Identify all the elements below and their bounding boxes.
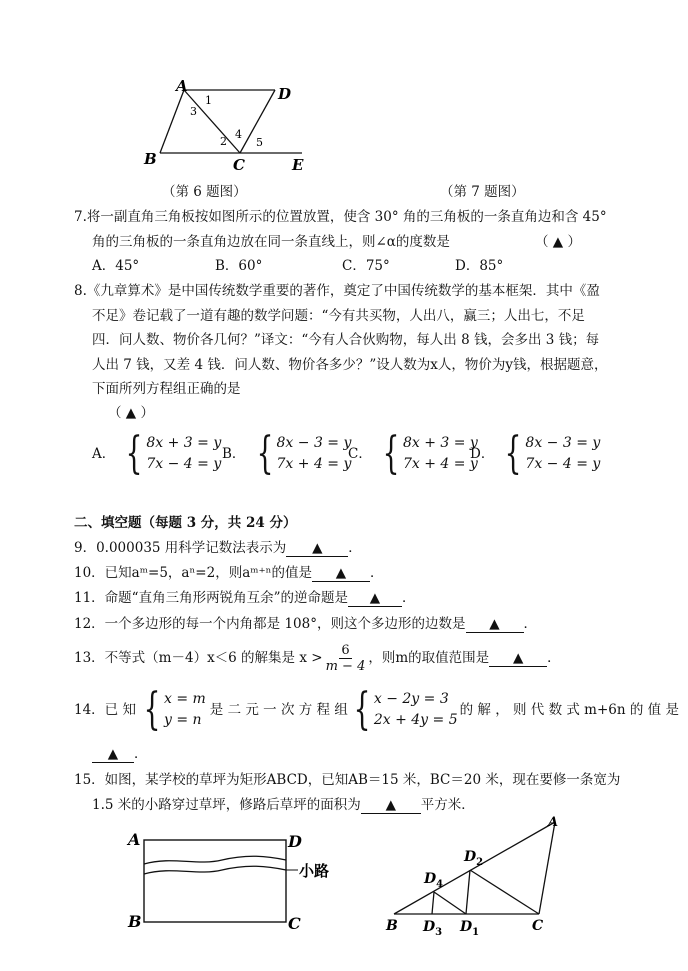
q8-line5: 下面所列方程组正确的是 xyxy=(92,381,241,397)
label-D3: $D_3$ xyxy=(423,919,443,938)
q8-option-b-label: B． xyxy=(222,446,246,462)
fig6-caption: （第 6 题图） xyxy=(162,184,247,200)
q14-sys2-eq2: 2x + 4y = 5 xyxy=(373,712,458,728)
q13-post: ，则m的取值范围是 xyxy=(368,650,490,666)
q9 xyxy=(74,538,362,558)
q7-mark: （ ▲ ） xyxy=(535,234,581,250)
q12-end: ． xyxy=(523,616,537,632)
q8-option-c: C． { 8x + 3 = y 7x + 4 = y xyxy=(348,428,478,479)
q7-line2: 角的三角板的一条直角边放在同一条直线上，则∠α的度数是 xyxy=(92,234,450,250)
label-A: A xyxy=(176,78,188,95)
q8-line2: 不足》卷记载了一道有趣的数学问题：“今有共买物，人出八，赢三；人出七，不足 xyxy=(92,308,585,324)
q10 xyxy=(74,563,384,583)
q14-sys1-eq2: y = n xyxy=(163,712,202,728)
q9-blank: ▲ xyxy=(286,540,348,557)
section2-title: 二、填空题（每题 3 分，共 24 分） xyxy=(74,515,297,531)
q11-text: 11．命题“直角三角形两锐角互余”的逆命题是 xyxy=(74,590,348,606)
q13-blank: ▲ xyxy=(489,650,547,667)
q14: 14．已 知 { x = m y = n 是 二 元 一 次 方 程 组 { x − 2y = 3 2x + 4y = 5 的 解 ， 则 代 数 式 m+6n 的 值 是 xyxy=(74,684,679,735)
q11 xyxy=(74,588,415,608)
q8-option-a: A． { 8x + 3 = y 7x − 4 = y xyxy=(92,428,222,479)
q11-blank: ▲ xyxy=(348,590,402,607)
q13-end: ． xyxy=(547,650,561,666)
q8-d-eq2: 7x − 4 = y xyxy=(525,456,601,472)
q8-option-c-label: C． xyxy=(348,446,372,462)
angle-1: 1 xyxy=(205,94,212,107)
label-A: A xyxy=(548,815,559,830)
q8-line1: 8.《九章算术》是中国传统数学重要的著作，奠定了中国传统数学的基本框架．其中《盈 xyxy=(74,283,600,299)
figure-15 xyxy=(122,826,352,938)
label-D1: $D_1$ xyxy=(460,919,480,938)
q15-line1: 15．如图，某学校的草坪为矩形ABCD，已知AB＝15 米，BC＝20 米，现在要修一条宽为 xyxy=(74,772,621,788)
q8-a-eq2: 7x − 4 = y xyxy=(146,456,222,472)
label-C: C xyxy=(233,156,245,174)
label-E: E xyxy=(292,156,304,174)
q12 xyxy=(74,614,537,634)
q14-end: ． xyxy=(134,746,148,762)
q7-option-c: C．75° xyxy=(342,258,390,274)
q12-text: 12．一个多边形的每一个内角都是 108°，则这个多边形的边数是 xyxy=(74,616,466,632)
road-label: 小路 xyxy=(299,862,330,880)
q12-blank: ▲ xyxy=(466,616,524,633)
label-D: D xyxy=(288,832,302,851)
figure-6 xyxy=(140,78,315,178)
q13 xyxy=(74,638,561,678)
q9-end: ． xyxy=(348,540,362,556)
figure-16 xyxy=(382,810,582,940)
q8-option-b: B． { 8x − 3 = y 7x + 4 = y xyxy=(222,428,352,479)
q8-option-d-label: D． xyxy=(470,446,495,462)
label-D: D xyxy=(278,85,292,103)
q14-mid: 是 二 元 一 次 方 程 组 xyxy=(209,702,348,718)
q10-text: 10．已知aᵐ=5，aⁿ=2，则aᵐ⁺ⁿ的值是 xyxy=(74,565,312,581)
q8-d-eq1: 8x − 3 = y xyxy=(525,435,601,451)
angle-3: 3 xyxy=(190,105,197,118)
q13-fraction xyxy=(326,643,366,674)
q8-line4: 人出 7 钱，又差 4 钱．问人数、物价各多少？”设人数为x人，物价为y钱，根据题意， xyxy=(92,357,608,373)
q8-option-a-label: A． xyxy=(92,446,116,462)
q8-mark: （ ▲ ） xyxy=(108,405,154,421)
q8-line3: 四．问人数、物价各几何？”译文：“今有人合伙购物，每人出 8 钱，会多出 3 钱；每 xyxy=(92,332,600,348)
q8-a-eq1: 8x + 3 = y xyxy=(146,435,222,451)
q8-option-d: D． { 8x − 3 = y 7x − 4 = y xyxy=(470,428,601,479)
q8-c-eq2: 7x + 4 = y xyxy=(402,456,478,472)
q8-b-eq1: 8x − 3 = y xyxy=(276,435,352,451)
q14-post: 的 解 ， 则 代 数 式 m+6n 的 值 是 xyxy=(459,702,679,718)
q7-option-b: B．60° xyxy=(215,258,263,274)
q15-line2-pre: 1.5 米的小路穿过草坪，修路后草坪的面积为 xyxy=(92,797,361,813)
q14-pre: 14．已 知 xyxy=(74,702,136,718)
q13-numerator: 6 xyxy=(341,642,350,658)
label-C: C xyxy=(532,918,544,934)
label-A: A xyxy=(128,830,141,849)
label-D2: $D_2$ xyxy=(464,849,484,868)
q7-option-d: D．85° xyxy=(455,258,504,274)
q15-blank: ▲ xyxy=(361,797,421,814)
q10-blank: ▲ xyxy=(312,565,370,582)
label-D4: $D_4$ xyxy=(424,871,444,890)
q14-blank: ▲ xyxy=(92,746,134,763)
angle-2: 2 xyxy=(220,135,227,148)
label-C: C xyxy=(288,914,301,933)
q13-pre: 13．不等式（m－4）x＜6 的解集是 x > xyxy=(74,650,323,666)
q8-b-eq2: 7x + 4 = y xyxy=(276,456,352,472)
label-B: B xyxy=(144,150,157,168)
label-B: B xyxy=(128,912,142,931)
fig7-caption: （第 7 题图） xyxy=(440,184,525,200)
q9-text: 9．0.000035 用科学记数法表示为 xyxy=(74,540,287,556)
angle-5: 5 xyxy=(256,136,263,149)
q14-sys2-eq1: x − 2y = 3 xyxy=(373,691,449,707)
q7-option-a: A．45° xyxy=(92,258,140,274)
q14-answer xyxy=(92,744,148,764)
q11-end: ． xyxy=(401,590,416,606)
label-B: B xyxy=(386,918,398,934)
q7-line1: 7.将一副直角三角板按如图所示的位置放置，使含 30° 角的三角板的一条直角边和含 45° xyxy=(74,209,607,225)
q10-end: ． xyxy=(370,565,384,581)
angle-4: 4 xyxy=(235,128,242,141)
q15-line2-post: 平方米． xyxy=(420,797,475,813)
q13-denominator: m − 4 xyxy=(325,658,366,674)
q14-sys1-eq1: x = m xyxy=(163,691,206,707)
q8-c-eq1: 8x + 3 = y xyxy=(402,435,478,451)
